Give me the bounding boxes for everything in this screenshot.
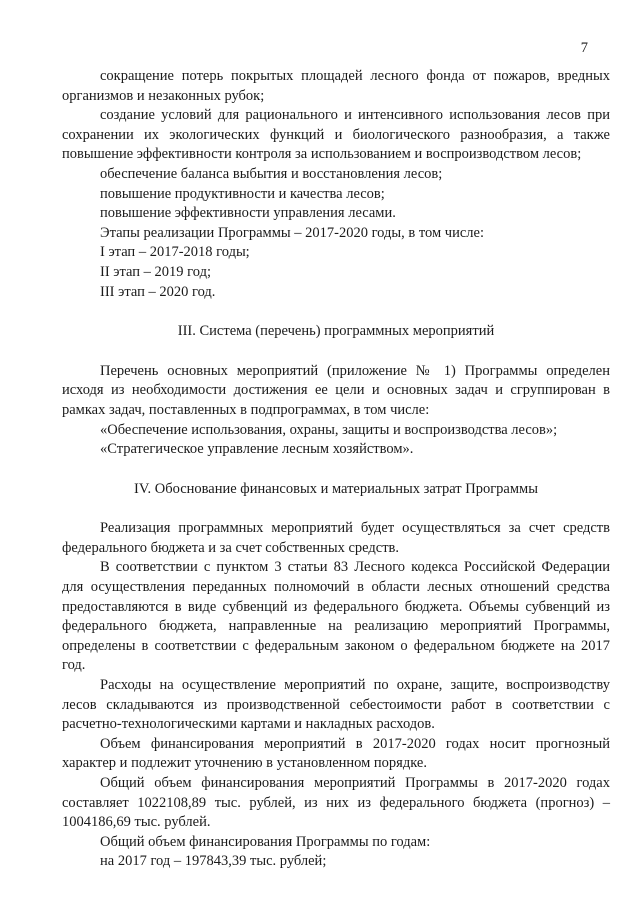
paragraph: I этап – 2017-2018 годы; <box>100 244 250 261</box>
paragraph: повышение продуктивности и качества лесов; <box>100 185 385 202</box>
paragraph: сокращение потерь покрытых площадей лесного фонда от пожаров, вредных организмов и незаконных рубок; <box>62 68 610 104</box>
paragraph: Общий объем финансирования Программы по годам: <box>100 833 431 850</box>
page-number: 7 <box>580 40 588 56</box>
paragraph: Объем финансирования мероприятий в 2017-2020 годах носит прогнозный характер и подлежит уточнению в установленном порядке. <box>62 735 610 772</box>
paragraph: III этап – 2020 год. <box>100 283 216 300</box>
paragraph: Расходы на осуществление мероприятий по охране, защите, воспроизводству лесов складываются из производственной себестоимости работ в соответствии с расчетно-технологическими картами и накладных расходов. <box>62 677 610 733</box>
paragraph: на 2017 год – 197843,39 тыс. рублей; <box>100 853 327 870</box>
paragraph: Перечень основных мероприятий (приложение № 1) Программы определен исходя из необходимости достижения ее цели и основных задач и сгруппирован в рамках задач, поставленных в подпрограммах, в том числе: <box>62 362 610 418</box>
section-heading: III. Система (перечень) программных мероприятий <box>177 323 495 340</box>
paragraph: обеспечение баланса выбытия и восстановления лесов; <box>100 165 443 182</box>
paragraph: «Стратегическое управление лесным хозяйством». <box>100 441 414 458</box>
paragraph: «Обеспечение использования, охраны, защиты и воспроизводства лесов»; <box>100 421 558 438</box>
paragraph: Общий объем финансирования мероприятий Программы в 2017-2020 годах составляет 1022108,89 тыс. рублей, из них из федерального бюджета (прогноз) – 1004186,69 тыс. рублей. <box>62 775 610 831</box>
paragraph: создание условий для рационального и интенсивного использования лесов при сохранении их экологических функций и биологического разнообразия, а также повышение эффективности контроля за использованием и воспроизводством лесов; <box>62 107 610 163</box>
section-heading: IV. Обоснование финансовых и материальных затрат Программы <box>134 480 538 497</box>
paragraph: повышение эффективности управления лесами. <box>100 205 396 222</box>
paragraph: Этапы реализации Программы – 2017-2020 годы, в том числе: <box>100 224 484 241</box>
paragraph: В соответствии с пунктом 3 статьи 83 Лесного кодекса Российской Федерации для осуществления переданных полномочий в области лесных отношений средства предоставляются в виде субвенций из федерального бюджета. Объемы субвенций из федерального бюджета, направленные на реализацию мероприятий Программы, определены в соответствии с федеральным законом о федеральном бюджете на 2017 год. <box>62 559 610 674</box>
paragraph: II этап – 2019 год; <box>100 263 211 280</box>
paragraph: Реализация программных мероприятий будет осуществляться за счет средств федерального бюджета и за счет собственных средств. <box>62 520 610 556</box>
document-body <box>62 67 610 872</box>
